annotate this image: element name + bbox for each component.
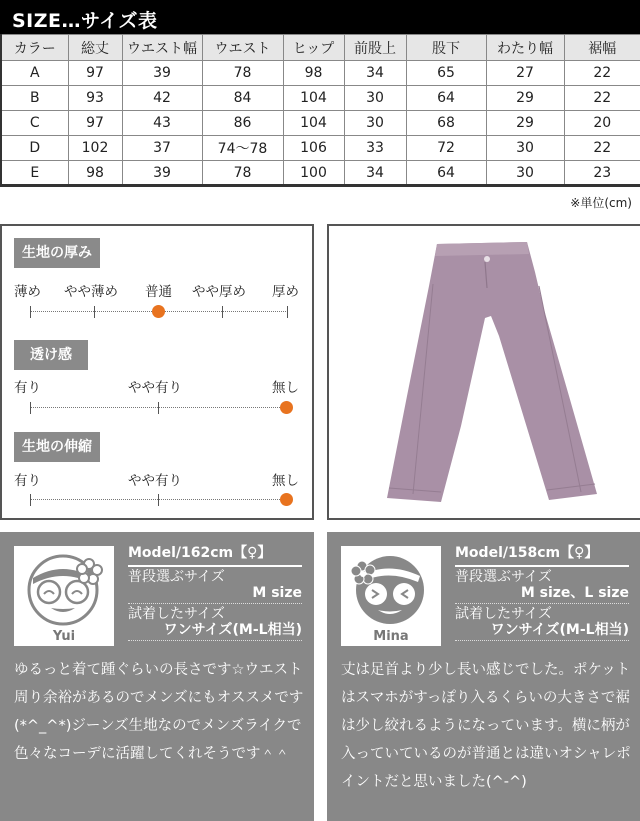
table-cell: 100 bbox=[283, 161, 344, 186]
column-header: ウエスト幅 bbox=[122, 35, 202, 61]
table-row bbox=[1, 61, 640, 86]
table-cell: 30 bbox=[344, 111, 406, 136]
tried-size-row bbox=[128, 604, 302, 641]
model-comment: 丈は足首より少し長い感じでした。ポケットはスマホがすっぽり入るくらいの大きさで裾は少し絞れるようになっています。横に柄が入っていているのが普通とは違いオシャレポイントだと思いました(^-^) bbox=[341, 662, 631, 790]
sheerness-label: 透け感 bbox=[14, 340, 88, 370]
table-cell: 42 bbox=[122, 86, 202, 111]
table-cell: 65 bbox=[406, 61, 486, 86]
table-cell: 29 bbox=[486, 111, 564, 136]
avatar bbox=[14, 546, 114, 646]
stretch-indicator-dot bbox=[280, 493, 293, 506]
model-card-mina bbox=[327, 532, 640, 821]
stretch-scale bbox=[30, 494, 288, 506]
column-header: 前股上 bbox=[344, 35, 406, 61]
product-photo bbox=[327, 224, 640, 520]
table-cell: 22 bbox=[564, 136, 640, 161]
model-height: Model/158cm【♀】 bbox=[455, 542, 629, 567]
table-row bbox=[1, 161, 640, 186]
model-info bbox=[128, 542, 302, 641]
model-comment: ゆるっと着て踵ぐらいの長さです☆ウエスト周り余裕があるのでメンズにもオススメです(*^_^*)ジーンズ生地なのでメンズライクで色々なコーデに活躍してくれそうです＾＾ bbox=[14, 662, 304, 762]
table-cell: 39 bbox=[122, 61, 202, 86]
table-cell: 72 bbox=[406, 136, 486, 161]
table-cell: 68 bbox=[406, 111, 486, 136]
usual-size-label: 普段選ぶサイズ bbox=[128, 569, 225, 585]
table-cell: 27 bbox=[486, 61, 564, 86]
table-cell: C bbox=[1, 111, 68, 136]
tried-size-label: 試着したサイズ bbox=[455, 606, 552, 622]
table-cell: 30 bbox=[486, 136, 564, 161]
model-card-yui bbox=[0, 532, 314, 821]
table-cell: 84 bbox=[202, 86, 283, 111]
table-cell: 37 bbox=[122, 136, 202, 161]
table-cell: 34 bbox=[344, 61, 406, 86]
fabric-properties-panel bbox=[0, 224, 314, 520]
model-name: Mina bbox=[373, 629, 409, 644]
usual-size-row bbox=[128, 567, 302, 604]
table-cell: 102 bbox=[68, 136, 122, 161]
table-row bbox=[1, 111, 640, 136]
table-row bbox=[1, 86, 640, 111]
tried-size-value: ワンサイズ(M-L相当) bbox=[490, 622, 629, 638]
scale-label: 有り bbox=[14, 473, 41, 489]
table-cell: 22 bbox=[564, 86, 640, 111]
scale-label: やや有り bbox=[128, 380, 182, 396]
stretch-label: 生地の伸縮 bbox=[14, 432, 100, 462]
winking-face-icon bbox=[350, 550, 432, 626]
tried-size-row bbox=[455, 604, 629, 641]
table-cell: 30 bbox=[344, 86, 406, 111]
table-cell: 104 bbox=[283, 86, 344, 111]
table-cell: 30 bbox=[486, 161, 564, 186]
table-cell: 74〜78 bbox=[202, 136, 283, 161]
table-row bbox=[1, 136, 640, 161]
column-header: わたり幅 bbox=[486, 35, 564, 61]
usual-size-value: M size bbox=[252, 585, 302, 601]
table-cell: 104 bbox=[283, 111, 344, 136]
scale-label: 有り bbox=[14, 380, 41, 396]
unit-note: ※単位(cm) bbox=[570, 196, 632, 210]
table-cell: 34 bbox=[344, 161, 406, 186]
table-cell: 78 bbox=[202, 61, 283, 86]
thickness-scale bbox=[30, 306, 288, 318]
avatar bbox=[341, 546, 441, 646]
scale-label: やや薄め bbox=[64, 284, 118, 300]
scale-label: 普通 bbox=[145, 284, 172, 300]
scale-label: やや有り bbox=[128, 473, 182, 489]
table-cell: 98 bbox=[68, 161, 122, 186]
model-height: Model/162cm【♀】 bbox=[128, 542, 302, 567]
table-cell: 64 bbox=[406, 86, 486, 111]
usual-size-row bbox=[455, 567, 629, 604]
table-cell: 64 bbox=[406, 161, 486, 186]
table-cell: A bbox=[1, 61, 68, 86]
scale-label: 無し bbox=[272, 380, 299, 396]
model-name: Yui bbox=[52, 629, 76, 644]
table-cell: 86 bbox=[202, 111, 283, 136]
column-header: ヒップ bbox=[283, 35, 344, 61]
table-cell: 97 bbox=[68, 111, 122, 136]
table-cell: 39 bbox=[122, 161, 202, 186]
table-cell: 97 bbox=[68, 61, 122, 86]
size-table bbox=[0, 34, 640, 187]
model-info bbox=[455, 542, 629, 641]
table-cell: E bbox=[1, 161, 68, 186]
column-header: ウエスト bbox=[202, 35, 283, 61]
table-cell: 22 bbox=[564, 61, 640, 86]
table-header-row bbox=[1, 35, 640, 61]
table-cell: 33 bbox=[344, 136, 406, 161]
table-cell: 29 bbox=[486, 86, 564, 111]
size-chart-title: SIZE…サイズ表 bbox=[0, 0, 640, 34]
table-cell: 106 bbox=[283, 136, 344, 161]
column-header: 裾幅 bbox=[564, 35, 640, 61]
table-cell: 23 bbox=[564, 161, 640, 186]
usual-size-label: 普段選ぶサイズ bbox=[455, 569, 552, 585]
scale-label: 無し bbox=[272, 473, 299, 489]
column-header: カラー bbox=[1, 35, 68, 61]
thickness-indicator-dot bbox=[152, 305, 165, 318]
tried-size-label: 試着したサイズ bbox=[128, 606, 225, 622]
column-header: 股下 bbox=[406, 35, 486, 61]
table-cell: 98 bbox=[283, 61, 344, 86]
pants-image bbox=[329, 226, 640, 518]
table-cell: 43 bbox=[122, 111, 202, 136]
sheerness-scale bbox=[30, 402, 288, 414]
thickness-label: 生地の厚み bbox=[14, 238, 100, 268]
smiling-face-icon bbox=[23, 550, 105, 626]
scale-label: 厚め bbox=[272, 284, 299, 300]
usual-size-value: M size、L size bbox=[520, 585, 629, 601]
column-header: 総丈 bbox=[68, 35, 122, 61]
sheerness-indicator-dot bbox=[280, 401, 293, 414]
table-cell: D bbox=[1, 136, 68, 161]
scale-label: やや厚め bbox=[192, 284, 246, 300]
tried-size-value: ワンサイズ(M-L相当) bbox=[163, 622, 302, 638]
scale-label: 薄め bbox=[14, 284, 41, 300]
table-cell: 93 bbox=[68, 86, 122, 111]
table-cell: B bbox=[1, 86, 68, 111]
table-cell: 78 bbox=[202, 161, 283, 186]
table-cell: 20 bbox=[564, 111, 640, 136]
